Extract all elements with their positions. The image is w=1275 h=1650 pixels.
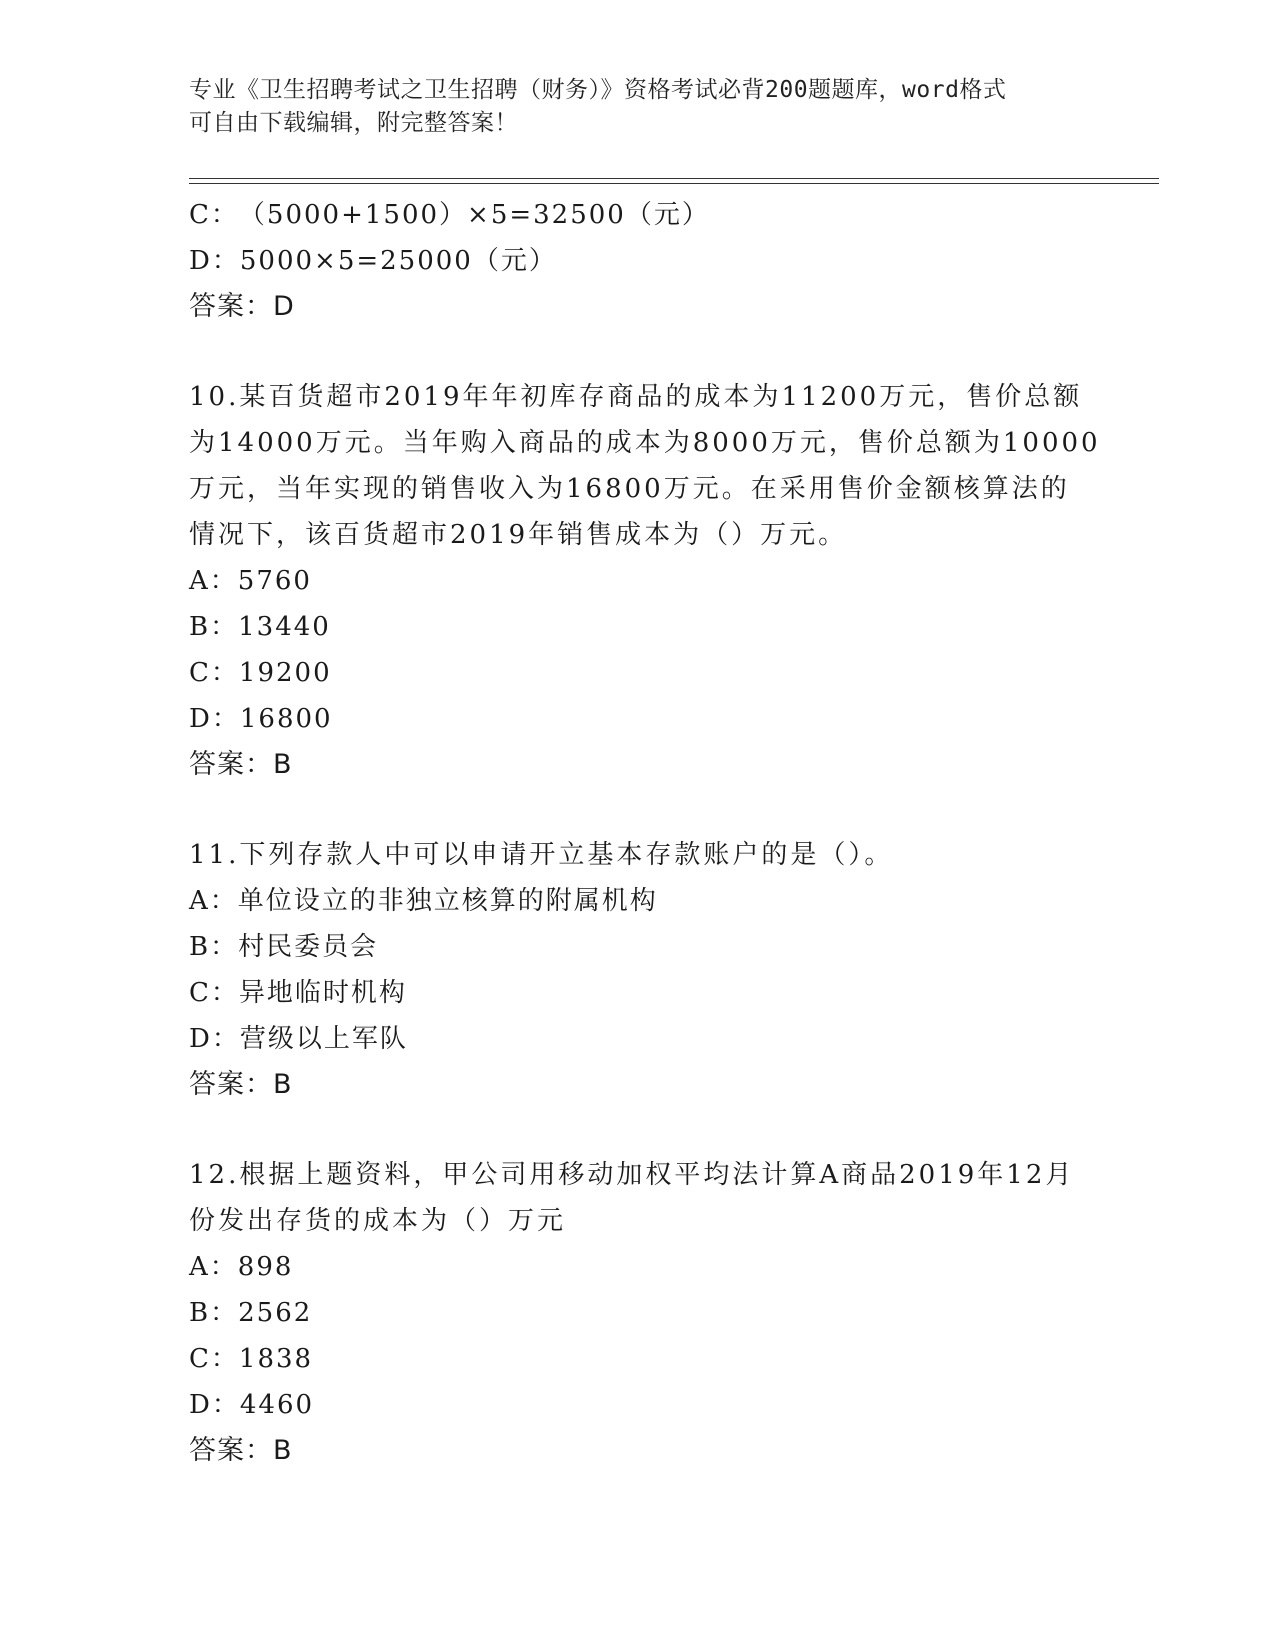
option-text: 营级以上军队 [239, 1024, 408, 1054]
option-d [189, 1016, 1089, 1062]
question-text-line: 12.根据上题资料，甲公司用移动加权平均法计算A商品2019年12月 [189, 1160, 1075, 1190]
option-text: 1838 [238, 1344, 314, 1374]
option-letter: D： [189, 704, 240, 734]
option-text: （5000+1500）×5=32500（元） [238, 200, 710, 230]
answer-line: 答案：B [189, 1069, 293, 1100]
answer-line: 答案：B [189, 749, 293, 780]
option-letter: D： [189, 246, 240, 276]
option-text: 4460 [239, 1390, 315, 1420]
option-letter: B： [189, 612, 239, 642]
option-d [189, 696, 1089, 742]
document-header [189, 74, 1089, 140]
option-letter: B： [189, 932, 239, 962]
option-letter: C： [189, 200, 239, 230]
option-b [189, 924, 1089, 970]
question-text-line: 11.下列存款人中可以申请开立基本存款账户的是（）。 [189, 840, 894, 870]
option-text: 13440 [238, 612, 331, 642]
option-letter: C： [189, 658, 239, 688]
option-text: 单位设立的非独立核算的附属机构 [237, 886, 658, 916]
question-12 [189, 1152, 1089, 1474]
prev-question-block [189, 192, 1089, 330]
option-letter: B： [189, 1298, 239, 1328]
option-c [189, 192, 1089, 238]
option-letter: A： [189, 886, 238, 916]
question-11 [189, 832, 1089, 1108]
option-letter: A： [189, 1252, 238, 1282]
answer-line: 答案：D [189, 291, 295, 322]
header-line-2: 可自由下载编辑，附完整答案！ [189, 110, 518, 136]
question-content [189, 192, 1101, 1474]
option-letter: D： [189, 1390, 240, 1420]
question-10 [189, 374, 1101, 788]
option-b [189, 1290, 1089, 1336]
option-text: 19200 [238, 658, 332, 688]
question-text-line: 万元，当年实现的销售收入为16800万元。在采用售价金额核算法的 [189, 474, 1070, 504]
option-d [189, 1382, 1089, 1428]
question-text-line: 10.某百货超市2019年年初库存商品的成本为11200万元，售价总额 [189, 382, 1083, 412]
question-text-line: 情况下，该百货超市2019年销售成本为（）万元。 [189, 520, 848, 550]
option-letter: C： [189, 978, 239, 1008]
option-text: 2562 [238, 1298, 313, 1328]
option-text: 898 [237, 1252, 294, 1282]
header-divider-bottom [189, 183, 1159, 184]
header-divider-top [189, 178, 1159, 179]
option-letter: C： [189, 1344, 239, 1374]
option-c [189, 970, 1089, 1016]
option-c [189, 1336, 1089, 1382]
option-d [189, 238, 1089, 284]
option-letter: A： [189, 566, 238, 596]
answer-line: 答案：B [189, 1435, 293, 1466]
header-line-1: 专业《卫生招聘考试之卫生招聘（财务）》资格考试必背200题题库，word格式 [189, 77, 1007, 103]
option-a [189, 1244, 1089, 1290]
option-text: 村民委员会 [238, 932, 379, 962]
option-a [189, 558, 1089, 604]
option-letter: D： [189, 1024, 240, 1054]
question-text-line: 份发出存货的成本为（）万元 [189, 1206, 567, 1236]
option-c [189, 650, 1089, 696]
option-text: 16800 [239, 704, 333, 734]
option-text: 5760 [237, 566, 312, 596]
option-text: 5000×5=25000（元） [239, 246, 557, 276]
option-a [189, 878, 1089, 924]
option-text: 异地临时机构 [238, 978, 407, 1008]
option-b [189, 604, 1089, 650]
question-text-line: 为14000万元。当年购入商品的成本为8000万元，售价总额为10000 [189, 428, 1101, 458]
